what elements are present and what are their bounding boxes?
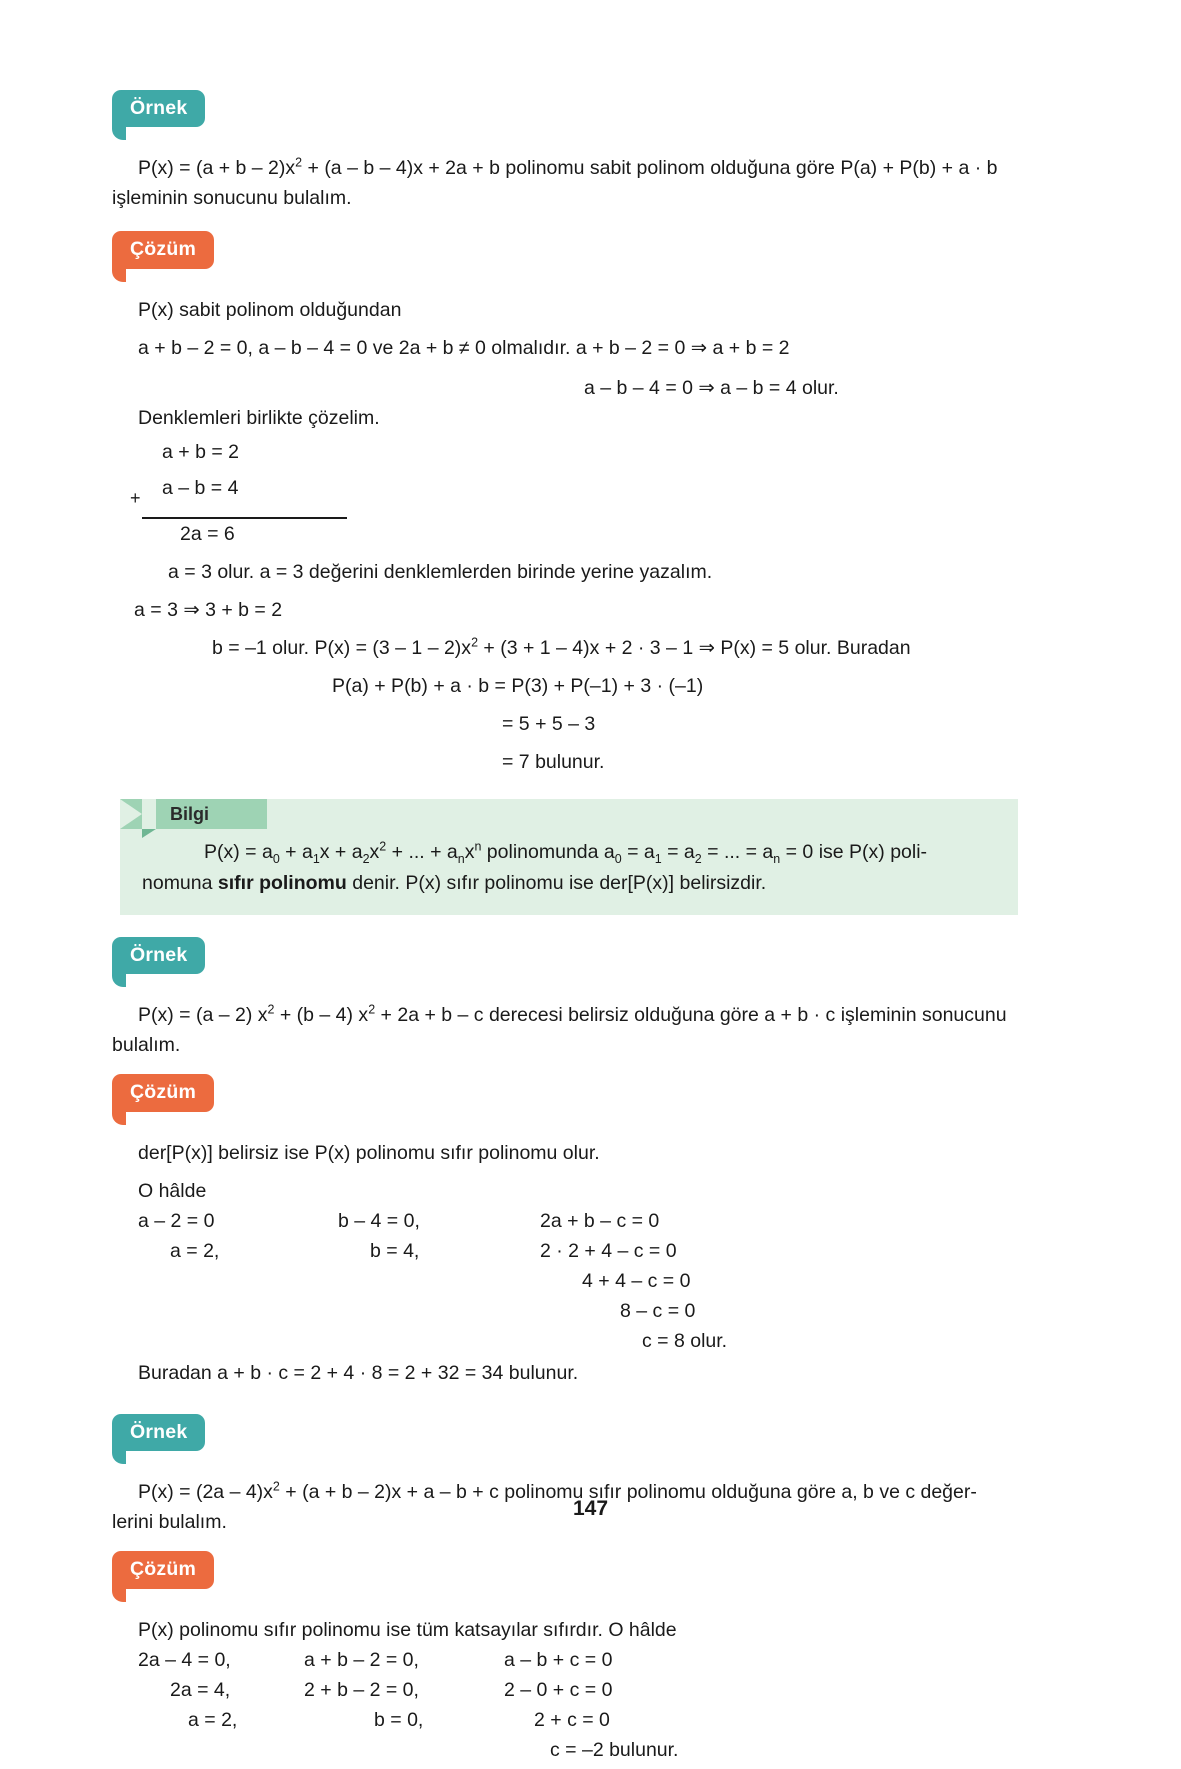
- b1g: polinomunda a: [481, 840, 615, 863]
- solution-2-equation-grid: [112, 1206, 1032, 1358]
- example-2-problem: [112, 1000, 1032, 1060]
- cozum-label-3: Çözüm: [112, 1551, 214, 1588]
- bilgi-body: [142, 837, 996, 899]
- s3-col1-row2: 2a = 4,: [170, 1678, 231, 1701]
- solution-1-line-9: = 5 + 5 – 3: [502, 712, 596, 735]
- addition-row-1: a + b = 2: [162, 440, 239, 463]
- solution-1-line-10: = 7 bulunur.: [502, 750, 605, 773]
- s2-col3-row5: c = 8 olur.: [642, 1329, 728, 1352]
- solution-2-tab-wrap: [112, 1074, 1032, 1111]
- solution-1-line-2: a + b – 2 = 0, a – b – 4 = 0 ve 2a + b ≠ 0 olmalıdır. a + b – 2 = 0 ⇒ a + b = 2: [138, 336, 790, 359]
- s3-col3-row3: 2 + c = 0: [534, 1708, 610, 1731]
- s2-col2-row2: b = 4,: [370, 1239, 420, 1262]
- solution-1-line-1: P(x) sabit polinom olduğundan: [138, 298, 402, 321]
- s2-col3-row3: 4 + 4 – c = 0: [582, 1269, 691, 1292]
- addition-operator: +: [130, 487, 141, 508]
- b1s0b: 0: [614, 851, 622, 866]
- s2-col3-row2: 2 · 2 + 4 – c = 0: [540, 1239, 677, 1262]
- s2-col3-row4: 8 – c = 0: [620, 1299, 696, 1322]
- solution-2-line-2: O hâlde: [138, 1179, 207, 1202]
- s2-col3-row1: 2a + b – c = 0: [540, 1209, 660, 1232]
- solution-3-line-1: P(x) polinomu sıfır polinomu ise tüm katsayılar sıfırdır. O hâlde: [138, 1618, 677, 1641]
- b1s2b: 2: [694, 851, 702, 866]
- example-1-problem-exp: 2: [295, 155, 303, 170]
- addition-sum: 2a = 6: [180, 522, 235, 545]
- solution-1-line-7: [212, 633, 1032, 663]
- example-1-problem: [112, 153, 1032, 213]
- bilgi-info-box: [120, 799, 1018, 915]
- ornek-label-1: Örnek: [112, 90, 205, 127]
- b1s1: 1: [312, 851, 320, 866]
- b2a: nomuna: [142, 871, 218, 894]
- e2pe2: 2: [368, 1002, 376, 1017]
- addition-rule-line: [142, 517, 347, 519]
- solution-2-last-line: Buradan a + b · c = 2 + 4 · 8 = 2 + 32 = 34 bulunur.: [138, 1361, 579, 1384]
- example-3-problem-line-2: lerini bulalım.: [112, 1511, 227, 1534]
- bilgi-keyword: sıfır polinomu: [217, 871, 347, 894]
- ornek-label-2: Örnek: [112, 937, 205, 974]
- addition-stack: [112, 441, 1032, 557]
- b1snb: n: [773, 851, 781, 866]
- b1i: = a: [661, 840, 695, 863]
- s2-col1-row2: a = 2,: [170, 1239, 220, 1262]
- bilgi-line-1: [142, 837, 996, 868]
- solution-1-line-7-exp: 2: [471, 635, 478, 650]
- example-2-problem-line-2: bulalım.: [112, 1034, 181, 1057]
- b1e2: 2: [379, 839, 387, 854]
- b1s2: 2: [362, 851, 370, 866]
- b1j: = ... = a: [701, 840, 774, 863]
- e2pa: P(x) = (a – 2) x: [138, 1004, 268, 1027]
- b1s1b: 1: [654, 851, 662, 866]
- cozum-label-2: Çözüm: [112, 1074, 214, 1111]
- e2pc: + 2a + b – c derecesi belirsiz olduğuna göre a + b · c işleminin sonucunu: [375, 1004, 1007, 1027]
- e3pa: P(x) = (2a – 4)x: [138, 1481, 273, 1504]
- page-number: 147: [572, 1497, 609, 1520]
- example-3-tab-wrap: [112, 1414, 1032, 1451]
- s3-col3-row4: c = –2 bulunur.: [550, 1738, 679, 1761]
- s3-col3-row2: 2 – 0 + c = 0: [504, 1678, 613, 1701]
- s2-col1-row1: a – 2 = 0: [138, 1209, 215, 1232]
- solution-1-tab-wrap: [112, 231, 1032, 268]
- s3-col1-row3: a = 2,: [188, 1708, 238, 1731]
- solution-1-line-7-b: + (3 + 1 – 4)x + 2 · 3 – 1 ⇒ P(x) = 5 olur. Buradan: [478, 636, 911, 659]
- b1c: x + a: [319, 840, 363, 863]
- s3-col2-row2: 2 + b – 2 = 0,: [304, 1678, 419, 1701]
- s3-col2-row3: b = 0,: [374, 1708, 424, 1731]
- solution-1-line-7-a: b = –1 olur. P(x) = (3 – 1 – 2)x: [212, 636, 472, 659]
- addition-row-2: a – b = 4: [162, 476, 239, 499]
- solution-2-line-1: der[P(x)] belirsiz ise P(x) polinomu sıfır polinomu olur.: [138, 1141, 600, 1164]
- example-2-tab-wrap: [112, 937, 1032, 974]
- example-1-problem-line-2: işleminin sonucunu bulalım.: [112, 187, 352, 210]
- example-1-problem-text-a: P(x) = (a + b – 2)x: [138, 157, 296, 180]
- ribbon-fold-icon: [142, 829, 156, 838]
- e3pb: + (a + b – 2)x + a – b + c polinomu sıfır polinomu olduğuna göre a, b ve c değer-: [279, 1481, 977, 1504]
- s3-col2-row1: a + b – 2 = 0,: [304, 1648, 419, 1671]
- cozum-label-1: Çözüm: [112, 231, 214, 268]
- s3-col1-row1: 2a – 4 = 0,: [138, 1648, 231, 1671]
- b1s0: 0: [272, 851, 280, 866]
- solution-3-tab-wrap: [112, 1551, 1032, 1588]
- s3-col3-row1: a – b + c = 0: [504, 1648, 613, 1671]
- e2pe1: 2: [267, 1002, 275, 1017]
- b1b: + a: [279, 840, 313, 863]
- b1e: + ... + a: [386, 840, 458, 863]
- solution-1-line-3: a – b – 4 = 0 ⇒ a – b = 4 olur.: [584, 376, 839, 399]
- b2b: denir. P(x) sıfır polinomu ise der[P(x)] belirsizdir.: [346, 871, 767, 894]
- solution-1-line-5: a = 3 olur. a = 3 değerini denklemlerden birinde yerine yazalım.: [168, 560, 713, 583]
- e2pb: + (b – 4) x: [274, 1004, 369, 1027]
- solution-1-line-6: a = 3 ⇒ 3 + b = 2: [134, 598, 283, 621]
- b1a: P(x) = a: [204, 840, 273, 863]
- b1d: x: [369, 840, 380, 863]
- b1h: = a: [621, 840, 655, 863]
- ornek-label-3: Örnek: [112, 1414, 205, 1451]
- e3pe: 2: [272, 1479, 280, 1494]
- example-1-problem-text-b: + (a – b – 4)x + 2a + b polinomu sabit polinom olduğuna göre P(a) + P(b) + a · b: [302, 157, 998, 180]
- solution-3-equation-grid: [112, 1645, 1032, 1769]
- solution-1-line-4: Denklemleri birlikte çözelim.: [138, 406, 380, 429]
- s2-col2-row1: b – 4 = 0,: [338, 1209, 420, 1232]
- ribbon-tail-icon: [120, 799, 142, 829]
- b1en: n: [474, 839, 482, 854]
- bilgi-line-2: [142, 868, 996, 899]
- solution-1-line-8: P(a) + P(b) + a · b = P(3) + P(–1) + 3 · (–1): [332, 674, 704, 697]
- example-1-tab-wrap: [112, 90, 1032, 127]
- bilgi-ribbon: [156, 799, 267, 829]
- b1f: x: [464, 840, 475, 863]
- b1k: = 0 ise P(x) poli-: [780, 840, 928, 863]
- b1sn: n: [457, 851, 465, 866]
- bilgi-label: Bilgi: [170, 803, 209, 824]
